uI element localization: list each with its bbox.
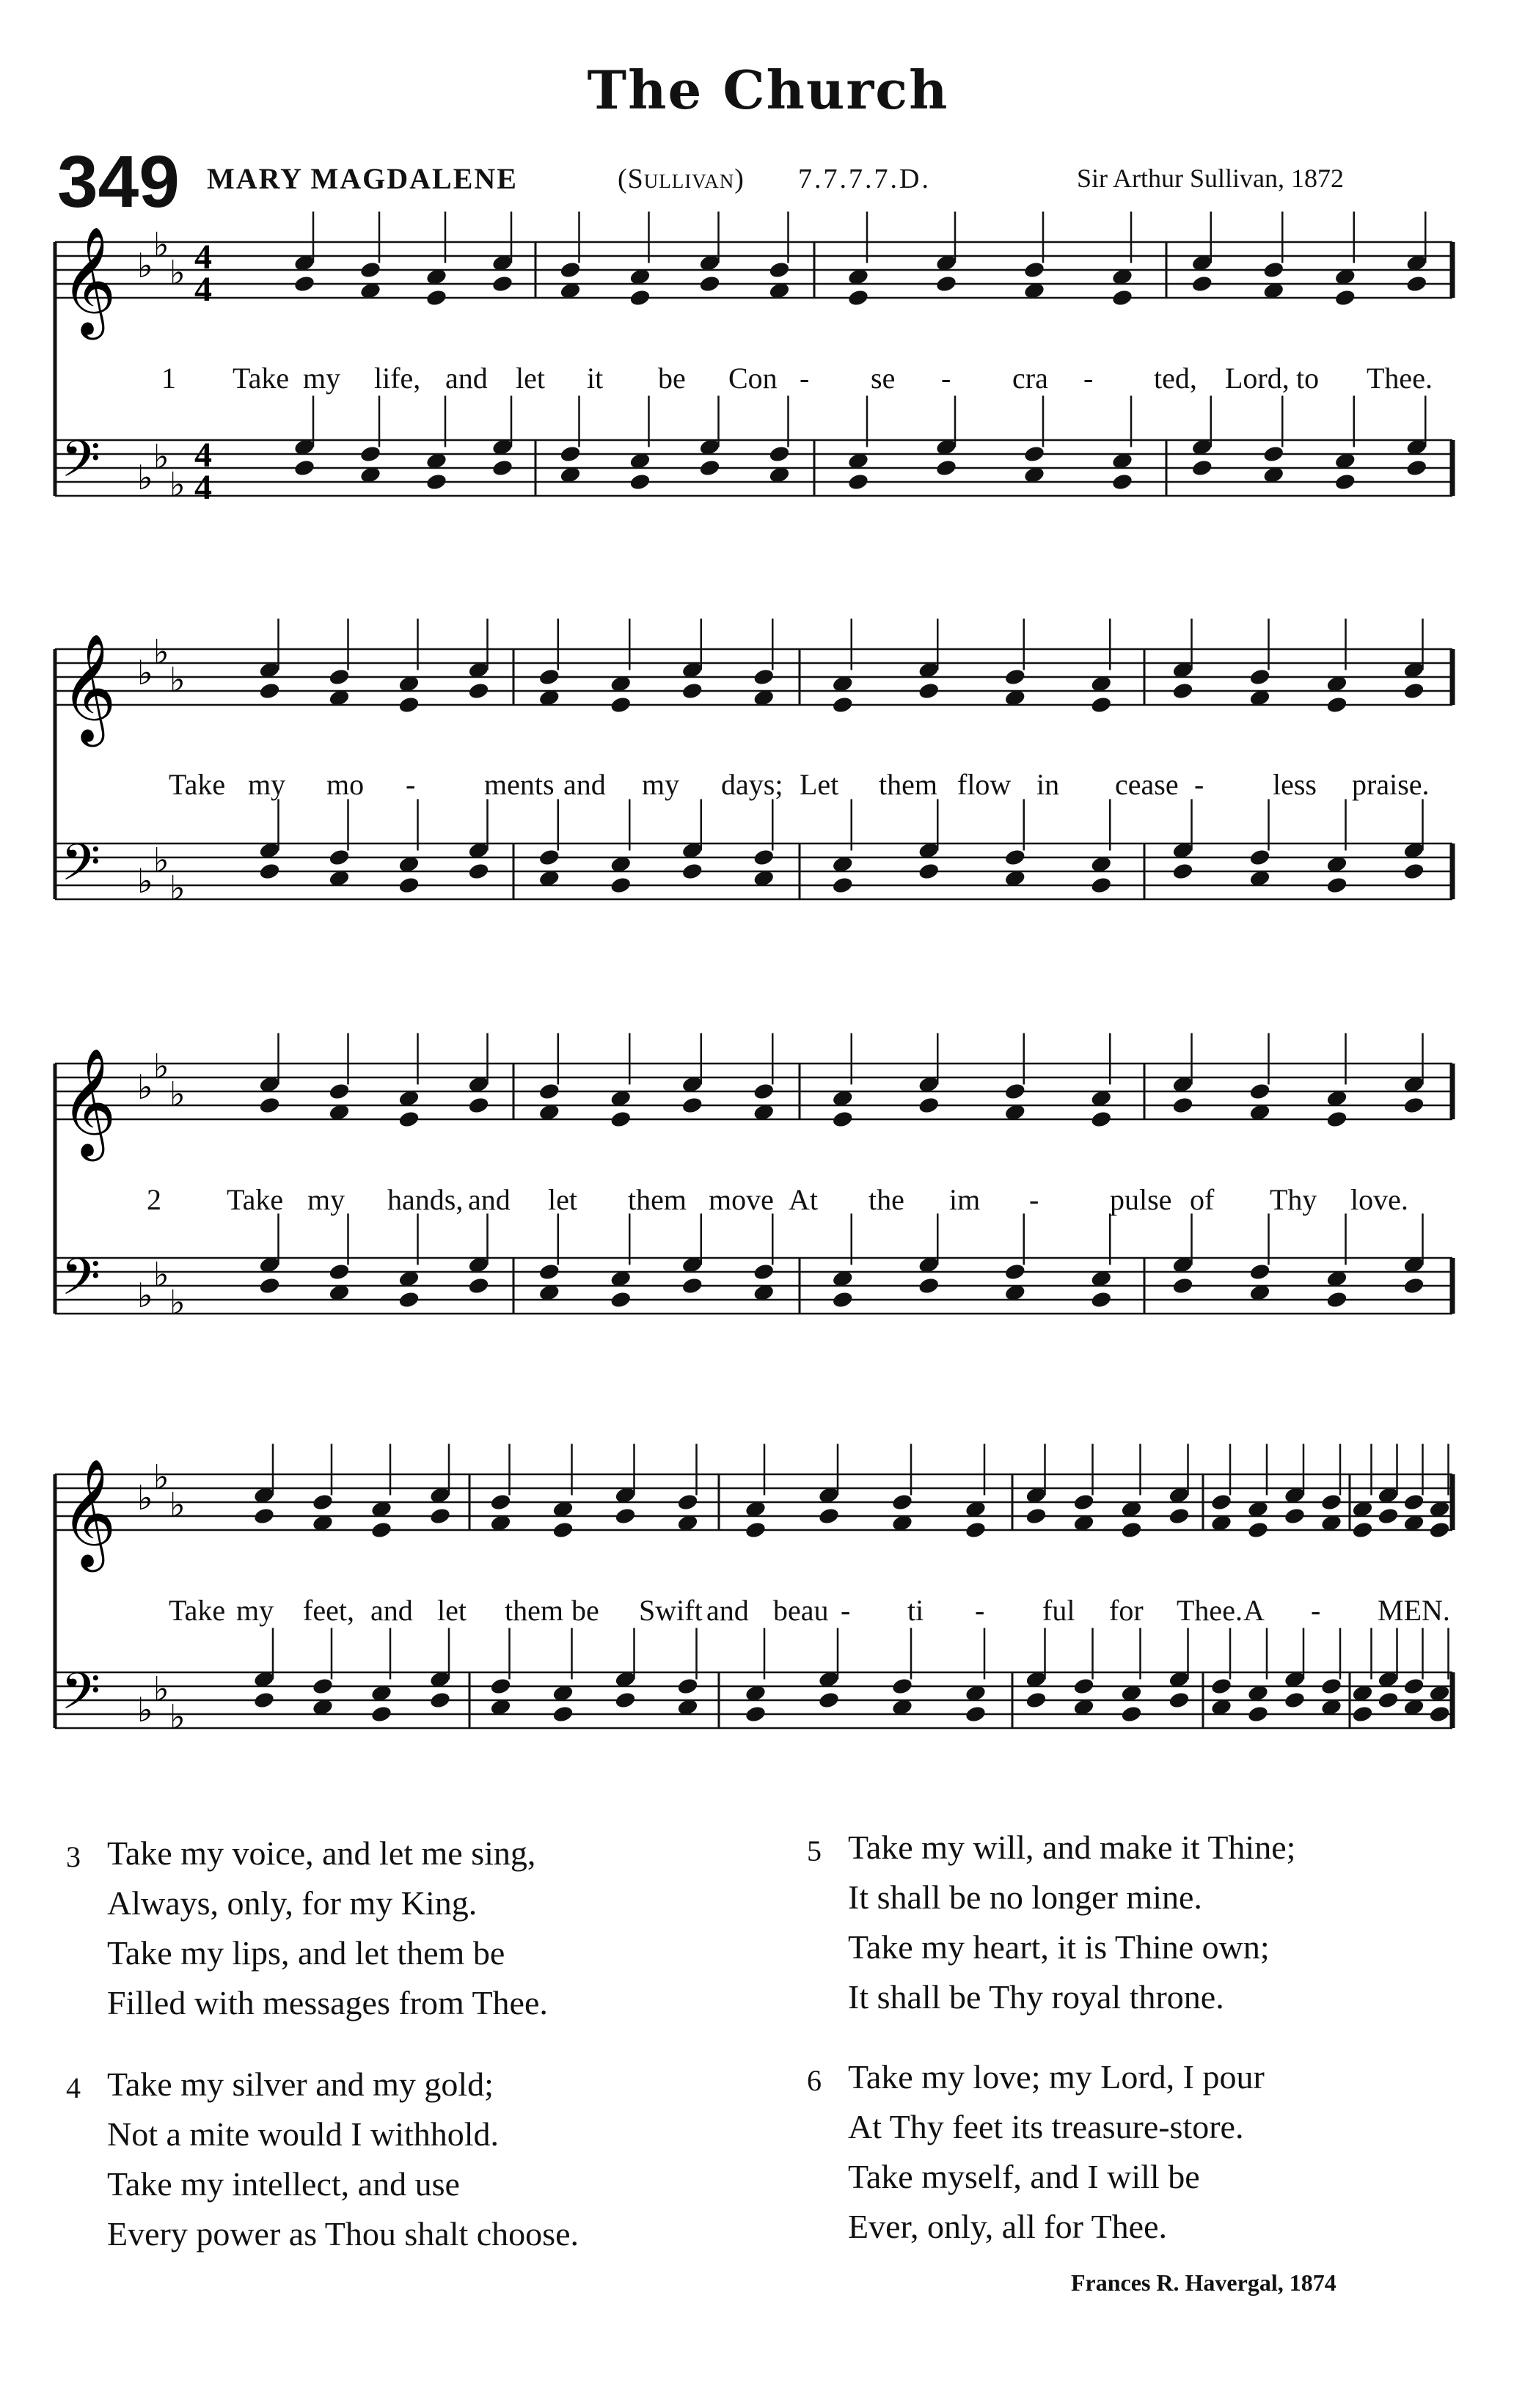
note-head — [1003, 1262, 1026, 1281]
note-head — [681, 862, 703, 881]
flat-sign: ♭ — [137, 1276, 153, 1315]
flat-sign: ♭ — [169, 868, 186, 908]
lyric-syllable: of — [1190, 1183, 1215, 1216]
note-head — [467, 862, 490, 881]
stanza-line: Filled with messages from Thee. — [107, 1984, 548, 2021]
note-head — [398, 695, 420, 714]
note-head — [1171, 862, 1194, 881]
note-head — [293, 274, 316, 293]
note-head — [1191, 458, 1213, 477]
stanza-line: At Thy feet its treasure-store. — [848, 2108, 1244, 2145]
lyric-syllable: in — [1036, 768, 1060, 801]
note-head — [1171, 1096, 1194, 1115]
note-head — [1168, 1691, 1191, 1710]
note-head — [1248, 1082, 1271, 1101]
lyric-syllable: let — [437, 1594, 467, 1627]
note-head — [491, 458, 514, 477]
note-head — [1262, 444, 1285, 464]
lyric-syllable: be — [658, 362, 686, 395]
flat-sign: ♭ — [137, 861, 153, 901]
bass-clef: 𝄢 — [61, 1247, 101, 1319]
note-head — [258, 1276, 281, 1295]
note-head — [552, 1520, 574, 1540]
composer: Sir Arthur Sullivan, 1872 — [1077, 164, 1345, 193]
note-head — [831, 1290, 854, 1309]
note-head — [1377, 1507, 1400, 1526]
note-head — [818, 1507, 841, 1526]
stanza-line: It shall be no longer mine. — [848, 1878, 1202, 1916]
note-head — [467, 1096, 490, 1115]
note-head — [681, 1096, 703, 1115]
flat-sign: ♭ — [153, 224, 169, 265]
lyric-syllable: Take — [227, 1183, 284, 1216]
lyric-syllable: - — [1311, 1594, 1321, 1627]
note-head — [258, 1096, 281, 1115]
time-sig-bottom: 4 — [194, 468, 212, 507]
note-head — [1320, 1677, 1343, 1696]
note-head — [831, 695, 854, 714]
bass-clef: 𝄢 — [61, 832, 101, 904]
flat-sign: ♭ — [169, 1074, 186, 1114]
note-head — [538, 1262, 560, 1281]
treble-clef: 𝄞 — [61, 226, 117, 335]
note-head — [610, 876, 632, 895]
lyric-syllable: Take — [169, 1594, 226, 1627]
note-head — [891, 1493, 914, 1512]
note-head — [676, 1493, 699, 1512]
note-head — [768, 444, 791, 464]
lyric-syllable: and — [563, 768, 606, 801]
note-head — [1248, 1262, 1271, 1281]
note-head — [1402, 1276, 1425, 1295]
note-head — [1090, 1290, 1113, 1309]
note-head — [1191, 274, 1213, 293]
note-head — [1003, 667, 1026, 687]
tune-composer-tag: (Sullivan) — [618, 164, 745, 194]
lyric-syllable: less — [1273, 768, 1317, 801]
note-head — [370, 1520, 393, 1540]
lyric-syllable: At — [789, 1183, 818, 1216]
note-head — [1405, 274, 1428, 293]
time-sig-top: 4 — [194, 436, 212, 475]
lyric-syllable: - — [1194, 768, 1204, 801]
note-head — [538, 667, 560, 687]
note-head — [1072, 1677, 1095, 1696]
flat-sign: ♭ — [169, 1282, 186, 1322]
note-head — [965, 1520, 987, 1540]
stanza-line: Take myself, and I will be — [848, 2158, 1200, 2195]
lyric-syllable: A — [1243, 1594, 1265, 1627]
note-head — [425, 288, 448, 307]
note-head — [698, 274, 721, 293]
lyric-syllable: beau — [773, 1594, 829, 1627]
flat-sign: ♭ — [153, 840, 169, 880]
lyric-syllable: Thee. — [1367, 362, 1433, 395]
note-head — [359, 444, 382, 464]
lyric-syllable: pulse — [1110, 1183, 1172, 1216]
note-head — [847, 288, 870, 307]
note-head — [610, 1290, 632, 1309]
note-head — [398, 1110, 420, 1129]
stanza-number: 4 — [66, 2071, 81, 2104]
note-head — [538, 1082, 560, 1101]
note-head — [253, 1691, 276, 1710]
treble-clef: 𝄞 — [61, 633, 117, 742]
note-head — [293, 458, 316, 477]
flat-sign: ♭ — [153, 1457, 169, 1497]
flat-sign: ♭ — [137, 1690, 153, 1730]
lyric-syllable: them — [505, 1594, 563, 1627]
lyric-syllable: to — [1296, 362, 1320, 395]
lyric-syllable: cease — [1115, 768, 1179, 801]
note-head — [370, 1705, 393, 1724]
lyric-syllable: - — [800, 362, 810, 395]
lyric-syllable: be — [571, 1594, 599, 1627]
note-head — [1405, 458, 1428, 477]
stanza-line: Not a mite would I withhold. — [107, 2115, 500, 2153]
note-head — [1428, 1520, 1451, 1540]
flat-sign: ♭ — [137, 246, 153, 285]
note-head — [1025, 1507, 1047, 1526]
lyric-syllable: my — [303, 362, 341, 395]
stanza-line: Every power as Thou shalt choose. — [107, 2215, 579, 2253]
note-head — [1090, 876, 1113, 895]
note-head — [1210, 1677, 1233, 1696]
lyric-syllable: - — [975, 1594, 985, 1627]
lyric-syllable: ful — [1042, 1594, 1075, 1627]
flat-sign: ♭ — [153, 1669, 169, 1709]
note-head — [552, 1705, 574, 1724]
note-head — [1090, 695, 1113, 714]
lyric-syllable: - — [841, 1594, 851, 1627]
note-head — [681, 681, 703, 700]
note-head — [1325, 1110, 1348, 1129]
lyric-syllable: ments — [484, 768, 555, 801]
note-head — [918, 1276, 940, 1295]
note-head — [559, 260, 582, 279]
treble-clef: 𝄞 — [61, 1047, 117, 1157]
lyric-syllable: Take — [169, 768, 226, 801]
note-head — [1320, 1493, 1343, 1512]
note-head — [429, 1507, 452, 1526]
metre: 7.7.7.7.D. — [798, 164, 931, 194]
lyric-syllable: - — [1029, 1183, 1039, 1216]
stanza-line: Take my voice, and let me sing, — [107, 1834, 536, 1872]
lyric-syllable: feet, — [303, 1594, 354, 1627]
stanza-number: 6 — [807, 2064, 822, 2097]
tune-name: MARY MAGDALENE — [207, 162, 518, 195]
note-head — [398, 1290, 420, 1309]
flat-sign: ♭ — [169, 659, 186, 700]
stanza-line: Take my intellect, and use — [107, 2165, 460, 2203]
note-head — [935, 458, 958, 477]
note-head — [1402, 1096, 1425, 1115]
note-head — [491, 274, 514, 293]
note-head — [1072, 1493, 1095, 1512]
note-head — [1247, 1705, 1270, 1724]
note-head — [467, 1276, 490, 1295]
lyric-syllable: Thy — [1270, 1183, 1317, 1216]
lyric-syllable: im — [949, 1183, 981, 1216]
note-head — [1377, 1691, 1400, 1710]
note-head — [610, 1110, 632, 1129]
note-head — [1023, 260, 1046, 279]
note-head — [629, 288, 651, 307]
note-head — [1003, 1082, 1026, 1101]
note-head — [1334, 472, 1356, 491]
note-head — [1402, 862, 1425, 881]
note-head — [831, 1110, 854, 1129]
note-head — [1023, 444, 1046, 464]
note-head — [1210, 1493, 1233, 1512]
lyric-syllable: let — [516, 362, 545, 395]
lyric-syllable: 1 — [161, 362, 176, 395]
note-head — [745, 1705, 767, 1724]
note-head — [831, 876, 854, 895]
lyric-syllable: - — [406, 768, 416, 801]
note-head — [818, 1691, 841, 1710]
lyric-syllable: flow — [957, 768, 1012, 801]
note-head — [467, 681, 490, 700]
flat-sign: ♭ — [137, 1067, 153, 1107]
flat-sign: ♭ — [153, 1046, 169, 1086]
stanza-line: Take my love; my Lord, I pour — [848, 2058, 1265, 2096]
flat-sign: ♭ — [153, 1254, 169, 1295]
lyric-syllable: love. — [1350, 1183, 1408, 1216]
stanza-number: 3 — [66, 1840, 81, 1873]
note-head — [614, 1507, 637, 1526]
lyric-syllable: and — [370, 1594, 413, 1627]
note-head — [328, 1082, 351, 1101]
note-head — [489, 1493, 512, 1512]
note-head — [253, 1507, 276, 1526]
flat-sign: ♭ — [153, 632, 169, 672]
note-head — [538, 848, 560, 867]
note-head — [312, 1677, 334, 1696]
note-head — [745, 1520, 767, 1540]
flat-sign: ♭ — [137, 458, 153, 497]
lyric-syllable: and — [468, 1183, 511, 1216]
note-head — [328, 848, 351, 867]
lyric-syllable: se — [871, 362, 896, 395]
flat-sign: ♭ — [137, 653, 153, 692]
note-head — [1248, 848, 1271, 867]
note-head — [1402, 1677, 1425, 1696]
stanza-line: Take my silver and my gold; — [107, 2065, 494, 2103]
note-head — [935, 274, 958, 293]
note-head — [965, 1705, 987, 1724]
note-head — [559, 444, 582, 464]
note-head — [1248, 667, 1271, 687]
note-head — [425, 472, 448, 491]
time-sig-bottom: 4 — [194, 270, 212, 309]
stanza-line: Take my heart, it is Thine own; — [848, 1928, 1270, 1966]
author-credit: Frances R. Havergal, 1874 — [1071, 2269, 1336, 2296]
note-head — [610, 695, 632, 714]
note-head — [1111, 288, 1134, 307]
lyric-syllable: - — [941, 362, 951, 395]
note-head — [1351, 1520, 1374, 1540]
note-head — [1247, 1520, 1270, 1540]
note-head — [1351, 1705, 1374, 1724]
lyric-syllable: and — [706, 1594, 749, 1627]
note-head — [328, 667, 351, 687]
lyric-syllable: move — [709, 1183, 774, 1216]
flat-sign: ♭ — [169, 1485, 186, 1525]
lyric-syllable: Let — [800, 768, 839, 801]
note-head — [768, 260, 791, 279]
note-head — [753, 1082, 775, 1101]
lyric-syllable: hands, — [387, 1183, 464, 1216]
note-head — [1168, 1507, 1191, 1526]
lyric-syllable: mo — [326, 768, 365, 801]
stanza-line: Ever, only, all for Thee. — [848, 2208, 1168, 2245]
note-head — [753, 1262, 775, 1281]
note-head — [698, 458, 721, 477]
lyric-syllable: let — [548, 1183, 577, 1216]
lyric-syllable: for — [1109, 1594, 1144, 1627]
note-head — [1325, 1290, 1348, 1309]
lyric-syllable: my — [642, 768, 680, 801]
lyric-syllable: cra — [1012, 362, 1048, 395]
treble-clef: 𝄞 — [61, 1458, 117, 1567]
lyric-syllable: life, — [374, 362, 421, 395]
note-head — [1402, 1493, 1425, 1512]
lyric-syllable: Swift — [639, 1594, 703, 1627]
note-head — [1334, 288, 1356, 307]
note-head — [891, 1677, 914, 1696]
note-head — [681, 1276, 703, 1295]
note-head — [1111, 472, 1134, 491]
note-head — [1025, 1691, 1047, 1710]
lyric-syllable: Con — [728, 362, 778, 395]
stanza-number: 5 — [807, 1834, 822, 1867]
section-title: The Church — [587, 59, 949, 121]
lyric-syllable: them — [879, 768, 937, 801]
note-head — [918, 681, 940, 700]
stanza-line: Take my will, and make it Thine; — [848, 1829, 1296, 1866]
note-head — [429, 1691, 452, 1710]
lyric-syllable: MEN. — [1378, 1594, 1450, 1627]
note-head — [489, 1677, 512, 1696]
lyric-syllable: ti — [907, 1594, 924, 1627]
flat-sign: ♭ — [153, 436, 169, 477]
note-head — [359, 260, 382, 279]
stanza-line: Take my lips, and let them be — [107, 1934, 505, 1972]
note-head — [753, 848, 775, 867]
hymn-number: 349 — [57, 141, 180, 223]
lyric-syllable: Take — [233, 362, 290, 395]
note-head — [1284, 1507, 1306, 1526]
lyric-syllable: and — [445, 362, 488, 395]
note-head — [1171, 681, 1194, 700]
note-head — [1402, 681, 1425, 700]
note-head — [258, 681, 281, 700]
bass-clef: 𝄢 — [61, 1661, 101, 1733]
stanza-line: It shall be Thy royal throne. — [848, 1978, 1224, 2016]
flat-sign: ♭ — [137, 1478, 153, 1518]
lyric-syllable: them — [628, 1183, 687, 1216]
note-head — [1428, 1705, 1451, 1724]
stanza-line: Always, only, for my King. — [107, 1884, 478, 1922]
note-head — [312, 1493, 334, 1512]
flat-sign: ♭ — [169, 252, 186, 293]
lyric-syllable: my — [248, 768, 286, 801]
note-head — [258, 862, 281, 881]
lyric-syllable: the — [868, 1183, 904, 1216]
note-head — [1090, 1110, 1113, 1129]
note-head — [847, 472, 870, 491]
note-head — [676, 1677, 699, 1696]
lyric-syllable: Thee. — [1177, 1594, 1243, 1627]
note-head — [1325, 695, 1348, 714]
note-head — [1284, 1691, 1306, 1710]
note-head — [1325, 876, 1348, 895]
lyric-syllable: 2 — [147, 1183, 161, 1216]
note-head — [1171, 1276, 1194, 1295]
note-head — [1120, 1520, 1143, 1540]
lyric-syllable: praise. — [1352, 768, 1430, 801]
lyric-syllable: it — [587, 362, 604, 395]
note-head — [918, 862, 940, 881]
lyric-syllable: my — [307, 1183, 345, 1216]
note-head — [629, 472, 651, 491]
bass-clef: 𝄢 — [61, 429, 101, 501]
flat-sign: ♭ — [169, 464, 186, 505]
lyric-syllable: Lord, — [1225, 362, 1290, 395]
note-head — [753, 667, 775, 687]
lyric-syllable: days; — [721, 768, 783, 801]
note-head — [614, 1691, 637, 1710]
note-head — [398, 876, 420, 895]
note-head — [1003, 848, 1026, 867]
flat-sign: ♭ — [169, 1697, 186, 1737]
note-head — [1120, 1705, 1143, 1724]
time-sig-top: 4 — [194, 238, 212, 277]
lyric-syllable: my — [236, 1594, 274, 1627]
note-head — [1262, 260, 1285, 279]
note-head — [918, 1096, 940, 1115]
lyric-syllable: ted, — [1154, 362, 1197, 395]
lyric-syllable: - — [1083, 362, 1094, 395]
note-head — [328, 1262, 351, 1281]
